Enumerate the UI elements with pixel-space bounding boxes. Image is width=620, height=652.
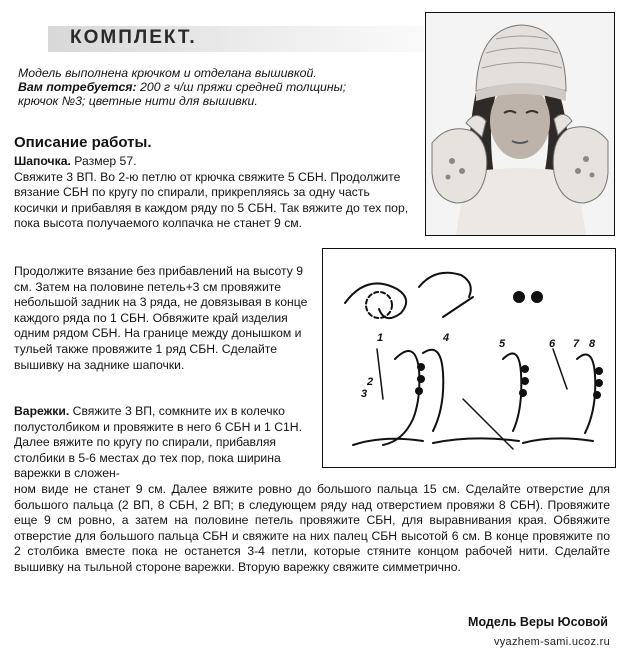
hat-size: Размер 57. bbox=[70, 154, 137, 168]
diagram-label-5: 5 bbox=[499, 338, 506, 350]
mittens-column bbox=[14, 404, 316, 482]
loop-circle bbox=[366, 292, 392, 318]
diagram-label-8: 8 bbox=[589, 338, 596, 350]
intro-line-3: крючок №3; цветные нити для вышивки. bbox=[18, 94, 258, 108]
intro-needs bbox=[18, 80, 423, 94]
mittens-text-2: ном виде не станет 9 см. Далее вяжите ровно до большого пальца 15 см. Сделайте отверстие для большого пальца (2 ВП, 8 СБН, 2 ВП; в следующем ряду над отверстием провяжи 8 СБН). Провяжите еще 9 см ровно, а затем на половине петель провяжите СБН, для выравнивания края. Обвяжите отверстие для большого пальца СБН и свяжите на них палец СБН высотой 6 см. В конце провяжите по 2 столбика вместе пока не останется 3-4 петли, которые стяните концом рабочей нити. Сделайте вышивку на тыльной стороне варежки. Вторую варежку свяжите симметрично. bbox=[14, 482, 610, 574]
intro-block bbox=[18, 66, 423, 108]
author-credit: Модель Веры Юсовой bbox=[468, 615, 608, 629]
mittens-para-1 bbox=[14, 404, 316, 482]
site-watermark: vyazhem-sami.ucoz.ru bbox=[493, 636, 610, 648]
hat-text-1: Свяжите 3 ВП. Во 2-ю петлю от крючка свяжите 5 СБН. Продолжите вязание СБН по кругу по спирали, прикрепляясь за одну часть косички и прибавляя в каждом ряду по 5 СБН. Так вяжите до тех пор, пока высота получаемого колпачка не станет 9 см. bbox=[14, 169, 409, 231]
diagram-label-3: 3 bbox=[361, 388, 368, 400]
page-title: КОМПЛЕКТ. bbox=[70, 27, 197, 48]
section-title: Описание работы. bbox=[14, 134, 152, 151]
needs-label: Вам потребуется: bbox=[18, 80, 137, 94]
needle-3 bbox=[553, 349, 567, 389]
model-photo bbox=[425, 12, 615, 236]
stem-4 bbox=[577, 355, 595, 433]
diagram-label-1: 1 bbox=[377, 332, 384, 344]
needle-1 bbox=[377, 349, 383, 399]
intro-line-1: Модель выполнена крючком и отделана вышивкой. bbox=[18, 66, 317, 80]
stem-3 bbox=[503, 353, 521, 431]
stitch-diagram-svg bbox=[323, 249, 615, 467]
needle-2 bbox=[463, 399, 513, 449]
mittens-text-1: Свяжите 3 ВП, сомкните их в колечко полустолбиком и провяжите в него 6 СБН и 1 С1Н. Далее вяжите по кругу по спирали, прибавляя столбики в 5-6 местах до тех пор, пока ширина варежки в сложен- bbox=[14, 404, 302, 481]
hat-text-2: Продолжите вязание без прибавлений на высоту 9 см. Затем на половине петель+3 см провяжите небольшой задник на 3 ряда, не довязывая в конце каждого ряда по 1 СБН. Обвяжите край изделия одним рядом СБН. На границе между донышком и тульей также провяжите 1 ряд СБН. Сделайте вышивку на заднике шапочки. bbox=[14, 264, 308, 372]
needle-top bbox=[443, 297, 473, 317]
embroidery-diagram bbox=[322, 248, 616, 468]
diagram-label-6: 6 bbox=[549, 338, 556, 350]
knot-2 bbox=[532, 292, 542, 302]
diagram-label-7: 7 bbox=[573, 338, 580, 350]
knot-1 bbox=[514, 292, 524, 302]
stem-1 bbox=[383, 351, 419, 445]
woman-in-hat-image bbox=[426, 13, 614, 235]
loop-stroke-1 bbox=[345, 283, 406, 318]
diagram-label-4: 4 bbox=[443, 332, 450, 344]
diagram-label-2: 2 bbox=[367, 376, 374, 388]
loop-stroke-2 bbox=[419, 273, 471, 297]
hat-label: Шапочка. bbox=[14, 154, 71, 168]
mittens-full-width bbox=[14, 482, 610, 576]
stem-2 bbox=[423, 350, 443, 431]
base-3 bbox=[523, 438, 593, 443]
hat-column-2 bbox=[14, 264, 316, 373]
hat-heading-line bbox=[14, 154, 409, 170]
needs-text: 200 г ч/ш пряжи средней толщины; bbox=[136, 80, 347, 94]
mittens-label: Варежки. bbox=[14, 404, 70, 418]
hat-column-1 bbox=[14, 154, 409, 232]
